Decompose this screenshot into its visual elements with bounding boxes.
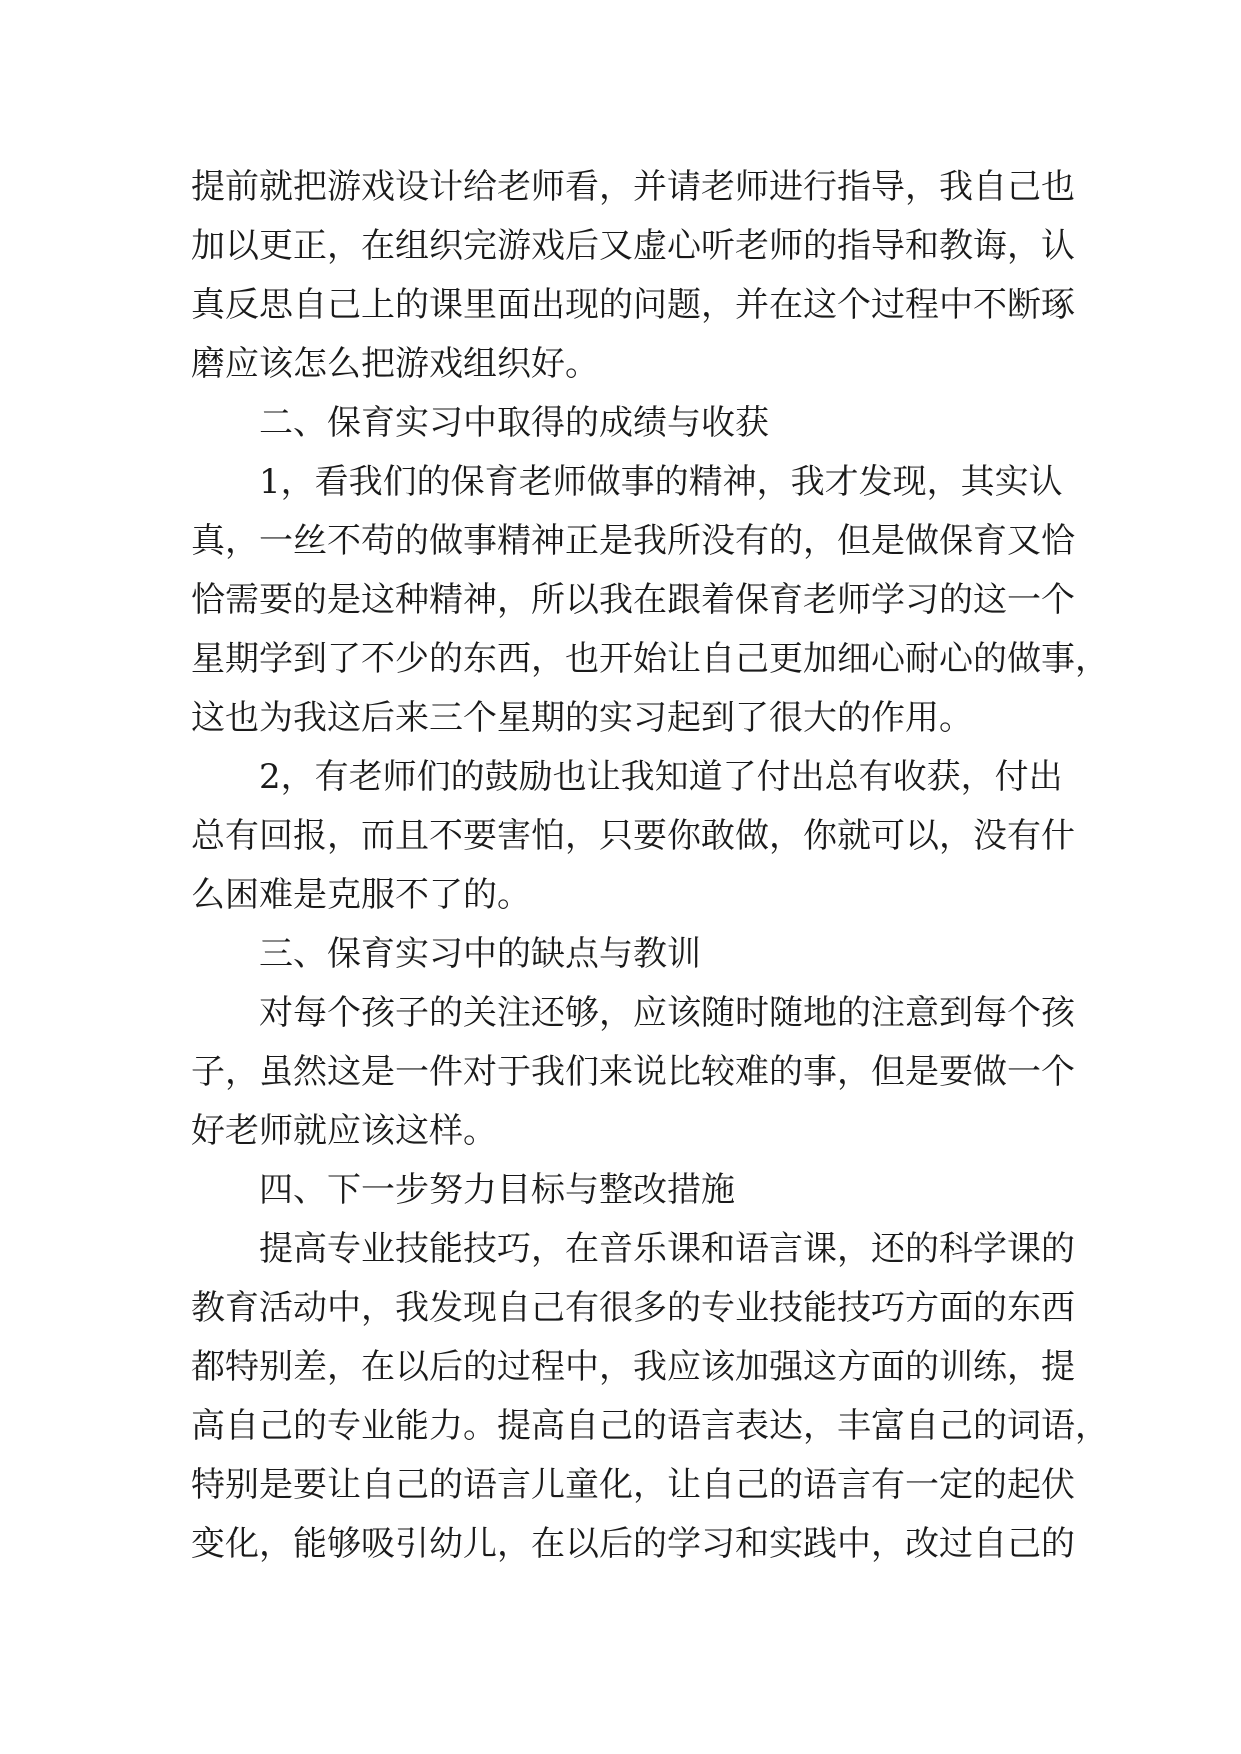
text-line: 星期学到了不少的东西，也开始让自己更加细心耐心的做事， [191,639,1109,679]
text-line: 提前就把游戏设计给老师看，并请老师进行指导，我自己也 [191,167,1075,207]
text-line: 这也为我这后来三个星期的实习起到了很大的作用。 [191,698,973,738]
text-line: 1，看我们的保育老师做事的精神，我才发现，其实认 [259,462,1063,502]
text-line: 特别是要让自己的语言儿童化，让自己的语言有一定的起伏 [191,1465,1075,1505]
text-line: 磨应该怎么把游戏组织好。 [191,344,599,384]
paragraph-game-design [191,158,1075,394]
text-line: 加以更正，在组织完游戏后又虚心听老师的指导和教诲，认 [191,226,1075,266]
section-heading-shortcomings: 三、保育实习中的缺点与教训 [259,934,701,974]
text-line: 好老师就应该这样。 [191,1111,497,1151]
document-page [191,158,1109,1574]
text-line: 对每个孩子的关注还够，应该随时随地的注意到每个孩 [259,993,1075,1033]
text-line: 高自己的专业能力。提高自己的语言表达，丰富自己的词语， [191,1406,1109,1446]
section-heading-achievements: 二、保育实习中取得的成绩与收获 [259,403,769,443]
text-line: 子，虽然这是一件对于我们来说比较难的事，但是要做一个 [191,1052,1075,1092]
text-line: 2，有老师们的鼓励也让我知道了付出总有收获，付出 [259,757,1063,797]
paragraph-item-2 [191,748,1075,925]
text-line: 真，一丝不苟的做事精神正是我所没有的，但是做保育又恰 [191,521,1075,561]
text-line: 么困难是克服不了的。 [191,875,531,915]
text-line: 变化，能够吸引幼儿，在以后的学习和实践中，改过自己的 [191,1524,1075,1564]
text-line: 都特别差，在以后的过程中，我应该加强这方面的训练，提 [191,1347,1075,1387]
paragraph-skills [191,1220,1109,1574]
paragraph-attention [191,984,1075,1161]
paragraph-item-1 [191,453,1109,748]
section-heading-next-steps: 四、下一步努力目标与整改措施 [259,1170,735,1210]
text-line: 教育活动中，我发现自己有很多的专业技能技巧方面的东西 [191,1288,1075,1328]
text-line: 提高专业技能技巧，在音乐课和语言课，还的科学课的 [259,1229,1075,1269]
text-line: 总有回报，而且不要害怕，只要你敢做，你就可以，没有什 [191,816,1075,856]
text-line: 真反思自己上的课里面出现的问题，并在这个过程中不断琢 [191,285,1075,325]
text-line: 恰需要的是这种精神，所以我在跟着保育老师学习的这一个 [191,580,1075,620]
